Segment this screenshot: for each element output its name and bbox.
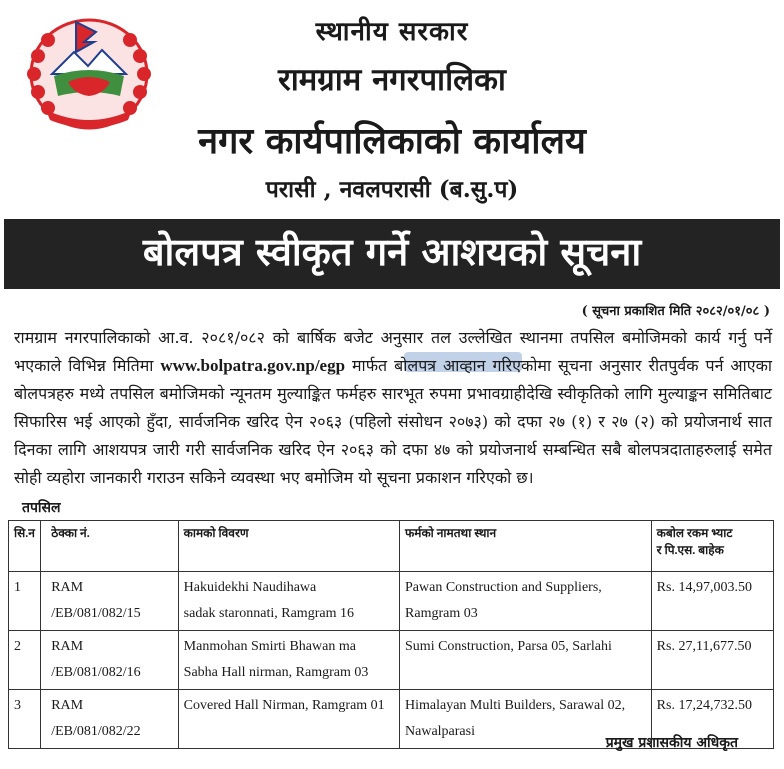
firm-line1: Himalayan Multi Builders, Sarawal 02, [405,698,626,713]
notice-body-part1: रामग्राम नगरपालिकाको आ.व. २०८१/०८२ को बार्षिक बजेट अनुसार तल उल्लेखित स्थानमा तपसिल बमोजिमको कार्य गर्नु पर्ने भएकाले विभिन्न मितिमा [14,328,772,375]
cell-contract-no [41,690,178,749]
header-sn: सि.न [9,521,41,572]
contract-line1: RAM [51,698,84,713]
header-description: कामको विवरण [178,521,399,572]
cell-amount: Rs. 14,97,003.50 [651,572,773,631]
firm-line2: Nawalparasi [405,724,475,739]
description-line2: Sabha Hall nirman, Ramgram 03 [183,665,369,680]
bolpatra-link[interactable]: www.bolpatra.gov.np/egp [160,356,346,375]
header-firm: फर्मको नामतथा स्थान [400,521,652,572]
contract-line1: RAM [51,580,84,595]
notice-body-part2: मार्फत बोलपत्र आव्हान गरिएकोमा सूचना अनुसार रीतपुर्वक पर्न आएका बोलपत्रहरु मध्ये तपसिल बमोजिमको न्यूनतम मुल्याङ्कित फर्महरु सारभूत रुपमा प्रभावग्राहीदेखि स्वीकृतिको लागि मुल्याङ्कन समितिबाट सिफारिस भई आएको हुँदा, सार्वजनिक खरिद ऐन २०६३ (पहिलो संसोधन २०७३) को दफा २७ (१) र २७ (२) को प्रयोजनार्थ सात दिनका लागि आशयपत्र जारी गरी सार्वजनिक खरिद ऐन २०६३ को दफा ४७ को प्रयोजनार्थ सम्बन्धित सबै बोलपत्रदाताहरुलाई समेत सोही व्यहोरा जानकारी गराउन सकिने व्यवस्था भए बमोजिम यो सूचना प्रकाशन गरिएको छ। [14,356,773,487]
description-line1: Hakuidekhi Naudihawa [183,580,317,595]
tender-table [8,520,774,749]
cell-contract-no [41,572,178,631]
cell-description [178,631,399,690]
notice-body [14,324,772,492]
signatory-title: प्रमुख प्रशासकीय अधिकृत [605,735,738,751]
firm-line1: Sumi Construction, Parsa 05, Sarlahi [405,639,612,654]
contract-line2: /EB/081/082/16 [51,665,141,680]
schedule-label: तपसिल [22,500,61,516]
header-amount-line1: कबोल रकम भ्याट [656,526,733,540]
table-row [9,572,774,631]
cell-sn: 3 [9,690,41,749]
cell-amount: Rs. 27,11,677.50 [651,631,773,690]
cell-sn: 1 [9,572,41,631]
contract-line2: /EB/081/082/15 [51,606,141,621]
header-line-address: परासी , नवलपरासी (ब.सु.प) [265,176,519,203]
published-date: ( सूचना प्रकाशित मिति २०८२/०१/०८ ) [581,304,770,319]
description-line2: sadak staronnati, Ramgram 16 [183,606,354,621]
contract-line1: RAM [51,639,84,654]
firm-line1: Pawan Construction and Suppliers, [405,580,602,595]
header-line-local-government: स्थानीय सरकार [315,17,469,47]
table-header-row [9,521,774,572]
table-row [9,631,774,690]
header-line-office: नगर कार्यपालिकाको कार्यालय [198,120,586,162]
cell-contract-no [41,631,178,690]
firm-line2: Ramgram 03 [405,606,478,621]
cell-firm [400,631,652,690]
header-line-municipality: रामग्राम नगरपालिका [278,62,506,98]
cell-amount: Rs. 17,24,732.50 [651,690,773,749]
header-contract-no: ठेक्का नं. [41,521,178,572]
header-amount [651,521,773,572]
cell-firm [400,572,652,631]
letterhead [0,0,784,215]
header-amount-line2: र पि.एस. बाहेक [656,543,724,557]
cell-description [178,690,399,749]
notice-title-banner: बोलपत्र स्वीकृत गर्ने आशयको सूचना [4,219,780,289]
description-line1: Covered Hall Nirman, Ramgram 01 [183,698,385,713]
contract-line2: /EB/081/082/22 [51,724,141,739]
description-line1: Manmohan Smirti Bhawan ma [183,639,356,654]
cell-sn: 2 [9,631,41,690]
cell-description [178,572,399,631]
